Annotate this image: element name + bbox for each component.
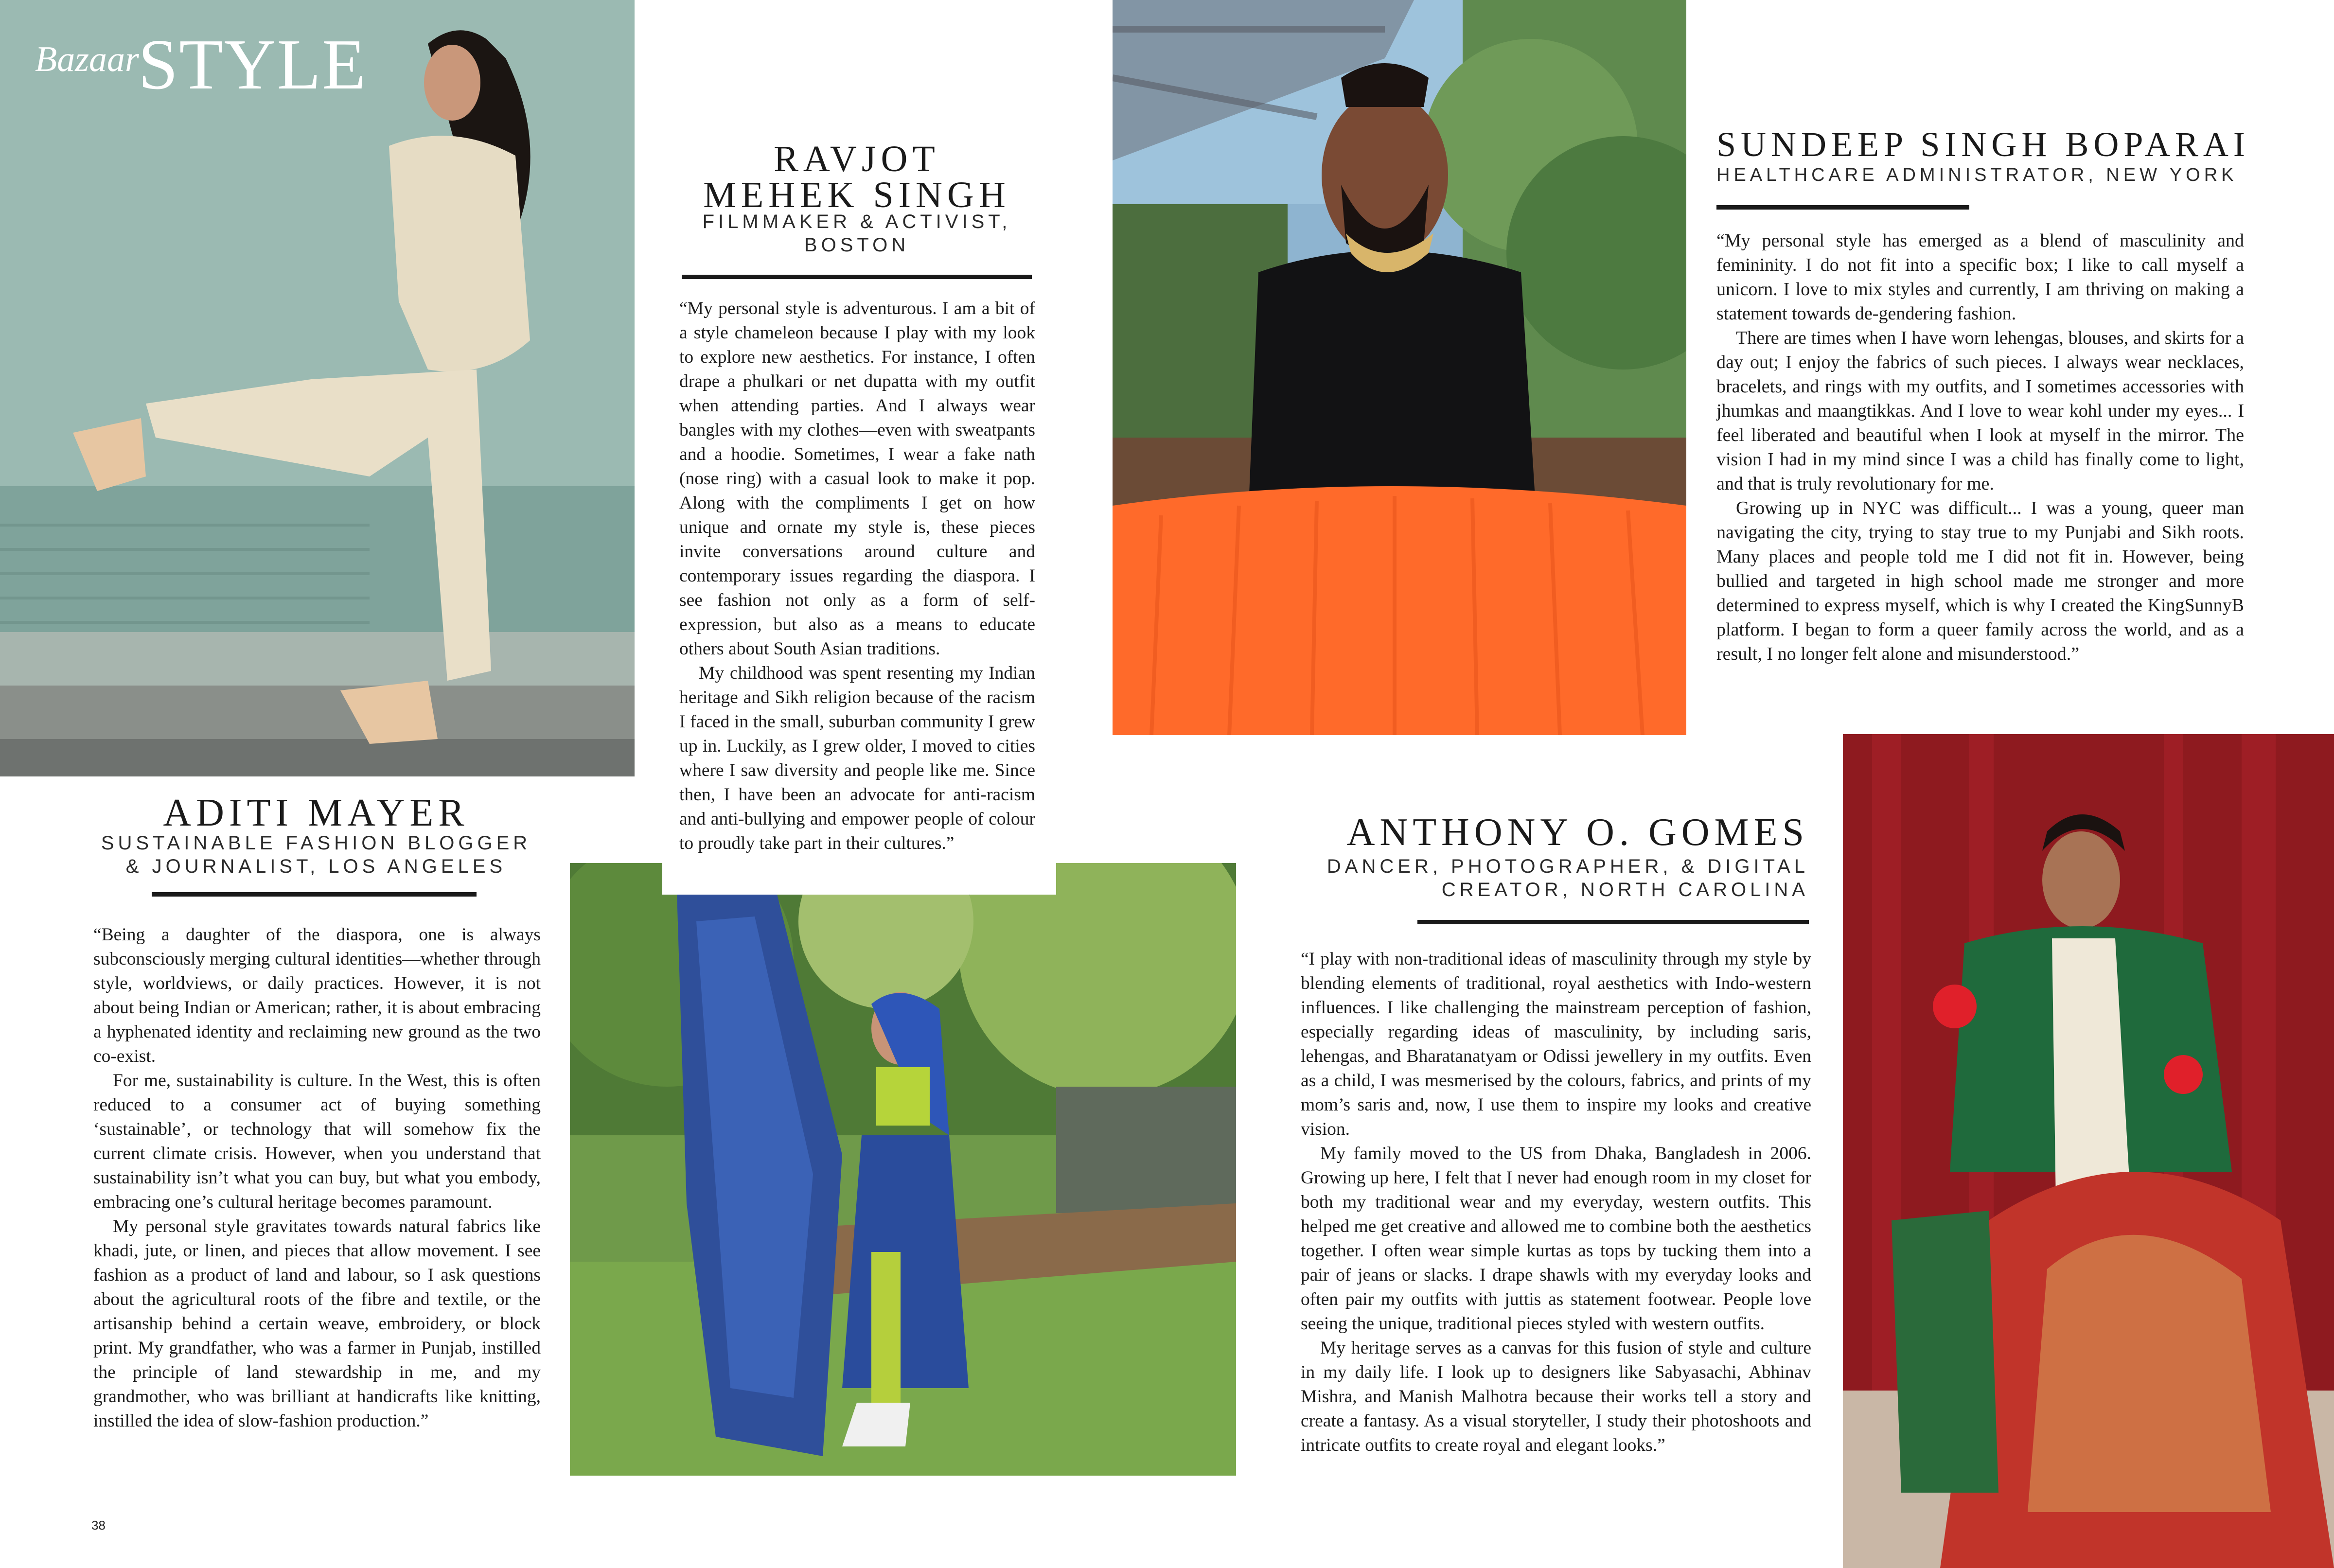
divider-rule <box>1716 205 1969 210</box>
profile-name: ADITI MAYER <box>163 792 469 834</box>
photo-aditi-mayer <box>0 0 635 776</box>
profile-role-line2: & JOURNALIST, LOS ANGELES <box>125 856 507 877</box>
paragraph: Growing up in NYC was difficult... I was a young, queer man navigating the city, trying to stay true to my Punjabi and Sikh roots. Many places and people told me I did not fit in. However, being bullied and targeted in high school made me stronger and more determined to express myself, which is why I created the KingSunnyB platform. I began to form a queer family across the world, and as a result, I no longer felt alone and misunderstood.” <box>1716 498 2244 664</box>
paragraph: “Being a daughter of the diaspora, one is always subconsciously merging cultural identities—whether through style, worldviews, or daily practices. However, it is not about being Indian or American; rather, it is about embracing a hyphenated identity and reclaiming new ground as the two co-exist. <box>93 925 541 1066</box>
photo-anthony-o-gomes <box>1843 734 2334 1568</box>
photo-sundeep-singh-boparai <box>1113 0 1686 735</box>
paragraph: My personal style gravitates towards natural fabrics like khadi, jute, or linen, and pieces that allow movement. I see fashion as a product of land and labour, so I ask questions about the agricultural roots of the fibre and textile, or the artisanship behind a certain weave, embroidery, or block print. My grandfather, who was a farmer in Punjab, instilled the principle of land stewardship in me, and my grandmother, who was brilliant at handicrafts like knitting, instilled the idea of slow-fashion production.” <box>93 1216 541 1431</box>
profile-text <box>1716 229 2244 666</box>
profile-name: ANTHONY O. GOMES <box>1346 811 1809 854</box>
paragraph: “My personal style is adventurous. I am a bit of a style chameleon because I play with my look to explore new aesthetics. For instance, I often drape a phulkari or net dupatta with my outfit when attending parties. And I always wear bangles with my clothes—even with sweatpants and a hoodie. Sometimes, I wear a fake nath (nose ring) with a casual look to make it pop. Along with the compliments I get on how unique and ornate my style is, these pieces invite conversations around culture and contemporary issues regarding the diaspora. I see fashion not only as a form of self-expression, but also as a means to educate others about South Asian traditions. <box>679 299 1035 659</box>
paragraph: For me, sustainability is culture. In the West, this is often reduced to a consumer act of buying something ‘sustainable’, or technology that will somehow fix the current climate crisis. However, when you understand that sustainability isn’t what you can buy, but what you embody, embracing one’s cultural heritage becomes paramount. <box>93 1071 541 1212</box>
profile-text <box>1301 947 1811 1458</box>
masthead-brand: Bazaar <box>35 39 139 79</box>
profile-ravjot <box>662 117 1056 895</box>
divider-rule <box>1417 920 1809 924</box>
paragraph: My family moved to the US from Dhaka, Bangladesh in 2006. Growing up here, I felt that I never had enough room in my closet for both my traditional wear and my everyday, western outfits. This helped me get creative and allowed me to combine both the aesthetics together. I often wear simple kurtas as tops by tucking them into a pair of jeans or slacks. I drape shawls with my everyday looks and often pair my outfits with juttis as statement footwear. People love seeing the unique, traditional pieces styled with western outfits. <box>1301 1144 1811 1334</box>
profile-text <box>679 297 1035 856</box>
profile-name: RAVJOT MEHEK SINGH <box>703 139 1010 215</box>
profile-role-line1: SUSTAINABLE FASHION BLOGGER <box>101 832 531 854</box>
profile-aditi <box>88 793 545 1493</box>
masthead-section: STYLE <box>138 25 367 105</box>
profile-role: HEALTHCARE ADMINISTRATOR, NEW YORK <box>1716 165 2238 185</box>
paragraph: “My personal style has emerged as a blend of masculinity and femininity. I do not fit into a specific box; I like to call myself a unicorn. I love to mix styles and currently, I am thriving on making a statement towards de-gendering fashion. <box>1716 230 2244 324</box>
paragraph: My heritage serves as a canvas for this fusion of style and culture in my daily life. I look up to designers like Sabyasachi, Abhinav Mishra, and Manish Malhotra because their works tell a story and create a fantasy. As a visual storyteller, I study their photoshoots and intricate outfits to create royal and elegant looks.” <box>1301 1338 1811 1455</box>
paragraph: My childhood was spent resenting my Indian heritage and Sikh religion because of the racism I faced in the small, suburban community I grew up in. Luckily, as I grew older, I moved to cities where I saw diversity and people like me. Since then, I have been an advocate for anti-racism and anti-bullying and empower people of colour to proudly take part in their cultures.” <box>679 663 1035 853</box>
profile-anthony <box>1293 812 1816 1512</box>
page-number: 38 <box>91 1518 106 1533</box>
divider-rule <box>152 892 477 897</box>
profile-role: FILMMAKER & ACTIVIST, BOSTON <box>702 211 1011 256</box>
profile-sundeep <box>1712 122 2256 705</box>
masthead <box>35 25 375 112</box>
profile-text <box>93 923 541 1433</box>
paragraph: “I play with non-traditional ideas of masculinity through my style by blending elements of traditional, royal aesthetics with Indo-western influences. I like challenging the mainstream perception of fashion, especially regarding ideas of masculinity, by including saris, lehengas, and Bharatanatyam or Odissi jewellery in my outfits. Even as a child, I was mesmerised by the colours, fabrics, and prints of my mom’s saris and, now, I use them to inspire my looks and creative vision. <box>1301 949 1811 1139</box>
profile-role-line1: DANCER, PHOTOGRAPHER, & DIGITAL <box>1326 856 1809 877</box>
profile-name: SUNDEEP SINGH BOPARAI <box>1716 125 2250 164</box>
divider-rule <box>682 275 1032 279</box>
paragraph: There are times when I have worn lehengas, blouses, and skirts for a day out; I enjoy the fabrics of such pieces. I always wear necklaces, bracelets, and rings with my outfits, and I sometimes accessories with jhumkas and maangtikkas. And I love to wear kohl under my eyes... I feel liberated and beautiful when I look at myself in the mirror. The vision I had in my mind since I was a child has finally come to light, and that is truly revolutionary for me. <box>1716 328 2244 494</box>
profile-role-line2: CREATOR, NORTH CAROLINA <box>1441 879 1809 900</box>
photo-ravjot-mehek-singh <box>570 863 1236 1476</box>
